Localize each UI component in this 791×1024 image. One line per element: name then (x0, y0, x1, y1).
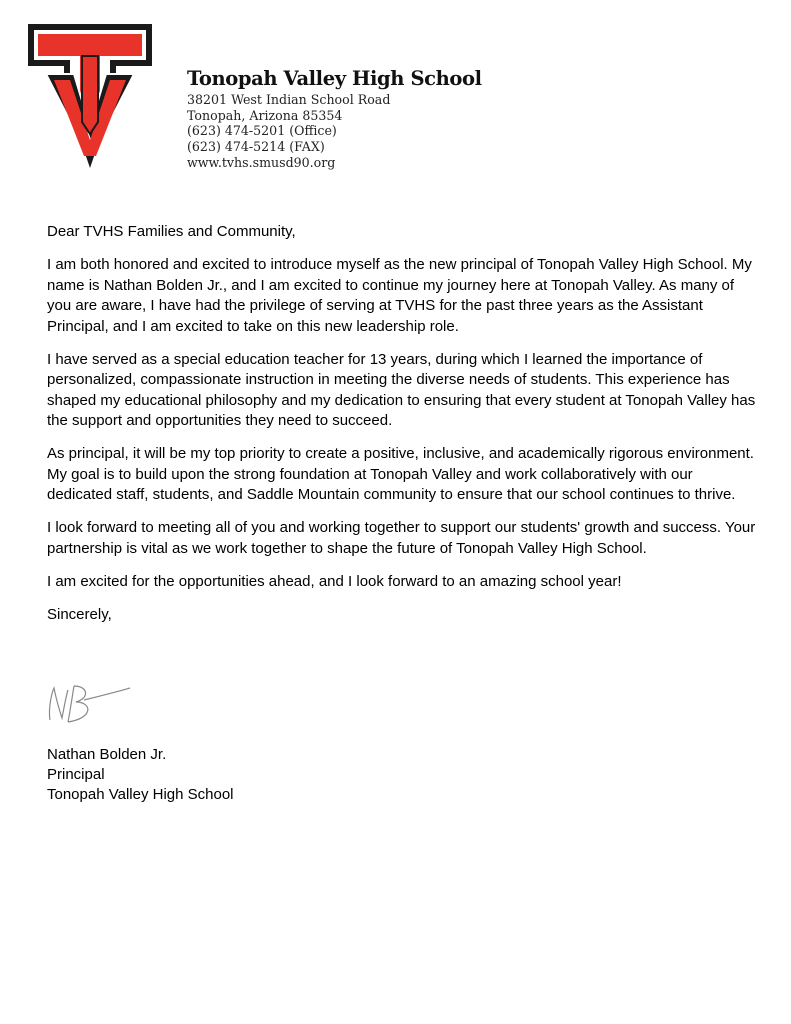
paragraph: I look forward to meeting all of you and working together to support our students' growth and success. Your partnership is vital as we work together to shape the future of Tonopah Valley High School. (47, 519, 756, 557)
paragraph: As principal, it will be my top priority to create a positive, inclusive, and academically rigorous environment. My goal is to build upon the strong foundation at Tonopah Valley and work collaboratively with our dedicated staff, students, and Saddle Mountain community to ensure that our school continues to thrive. (47, 445, 754, 503)
phone-fax: (623) 474-5214 (FAX) (187, 139, 325, 155)
address-line-1: 38201 West Indian School Road (187, 92, 391, 107)
logo-t-red-stem-front (82, 56, 98, 134)
website: www.tvhs.smusd90.org (187, 154, 336, 170)
paragraph: I am excited for the opportunities ahead, and I look forward to an amazing school year! (47, 572, 622, 590)
phone-office: (623) 474-5201 (Office) (187, 123, 337, 139)
closing: Sincerely, (47, 605, 112, 623)
signer-school: Tonopah Valley High School (47, 786, 234, 803)
signer-name: Nathan Bolden Jr. (47, 746, 167, 763)
signature (44, 678, 134, 728)
school-name: Tonopah Valley High School (187, 67, 482, 90)
school-logo (26, 22, 154, 170)
letter-body (47, 222, 759, 638)
signoff-block (47, 745, 234, 805)
letterhead (187, 66, 482, 171)
logo-t-red-bar (38, 34, 142, 56)
paragraph: I have served as a special education teacher for 13 years, during which I learned the importance of personalized, compassionate instruction in meeting the diverse needs of students. This experience has shaped my educational philosophy and my dedication to ensuring that every student at Tonopah Valley has the support and opportunities they need to succeed. (47, 350, 756, 429)
salutation: Dear TVHS Families and Community, (47, 223, 296, 240)
signer-title: Principal (47, 766, 105, 783)
paragraph: I am both honored and excited to introduce myself as the new principal of Tonopah Valley High School. My name is Nathan Bolden Jr., and I am excited to continue my journey here at Tonopah Valley. As many of you are aware, I have had the privilege of serving at TVHS for the past three years as the Assistant Principal, and I am excited to take on this new leadership role. (47, 256, 752, 335)
address-line-2: Tonopah, Arizona 85354 (187, 107, 343, 123)
